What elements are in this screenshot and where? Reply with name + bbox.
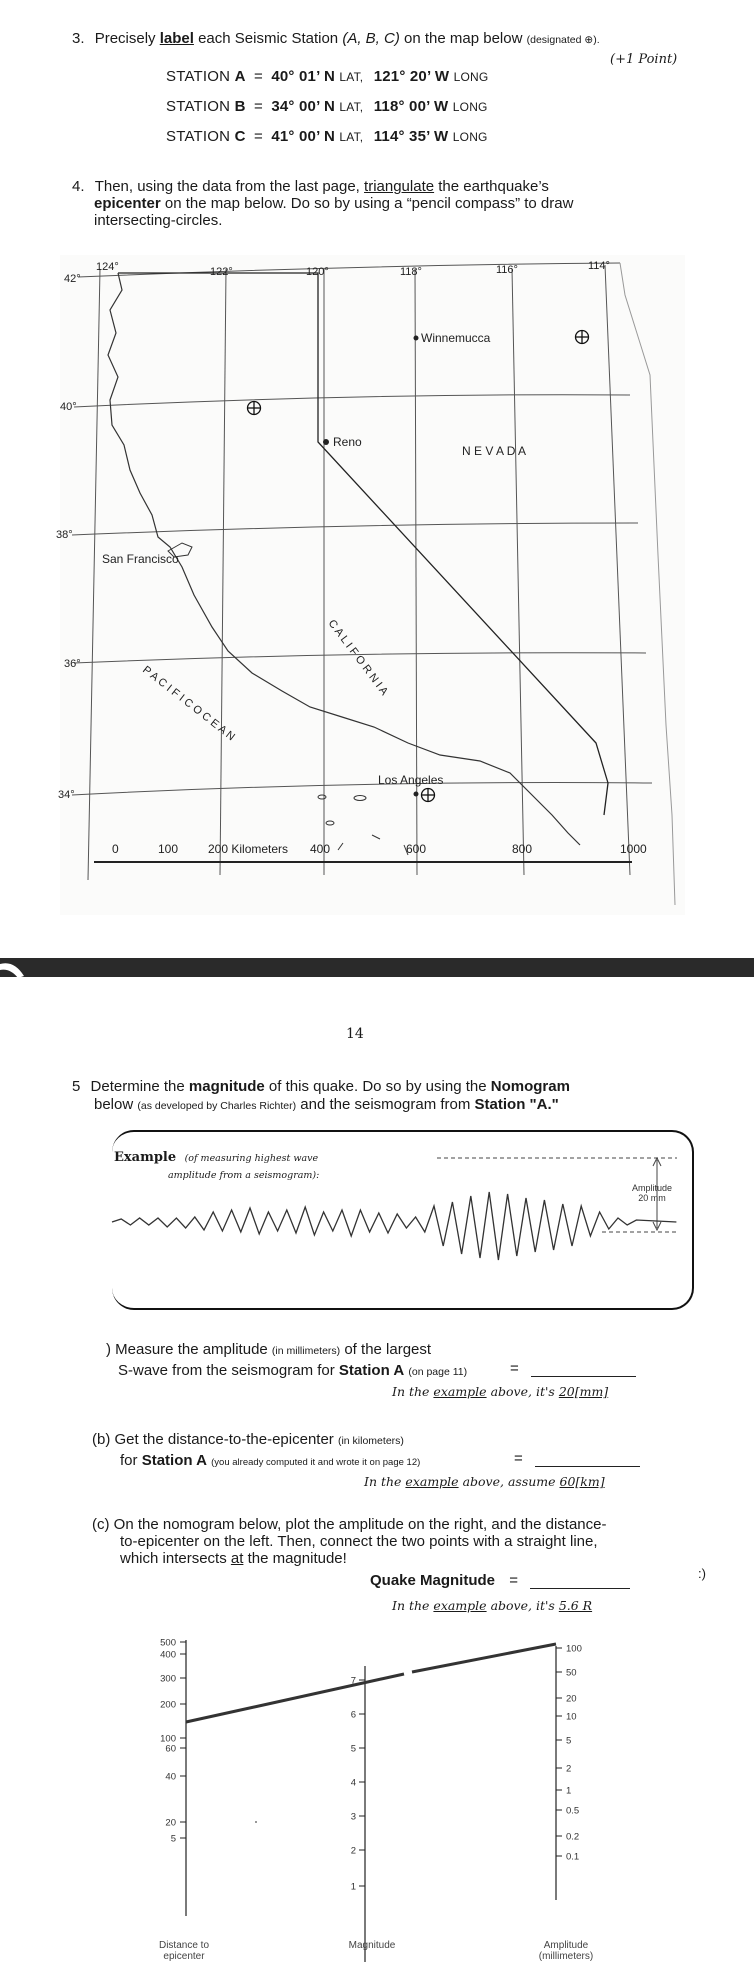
station-b-lon: 118° 00’ W (373, 98, 449, 115)
example-connecting-line-right (412, 1644, 556, 1672)
city-reno: Reno (333, 435, 362, 449)
right-margin-mark: :) (698, 1566, 706, 1581)
distance-tick-label: 400 (160, 1649, 176, 1661)
city-winnemucca: Winnemucca (421, 331, 491, 345)
magnitude-tick-label: 1 (350, 1881, 356, 1893)
part-c: (c) On the nomogram below, plot the amplitude on the right, and the distance- to-epicenter on the left. Then, connect the two points with a straight line, which intersects at the magnitude! (92, 1516, 607, 1567)
station-a-id: A (234, 68, 246, 85)
lat-label-42: 42° (64, 273, 81, 285)
station-c-lon: 114° 35’ W (373, 128, 449, 145)
distance-axis-label-1: Distance to (158, 1940, 210, 1951)
amplitude-tick-label: 2 (566, 1763, 572, 1775)
q3-label-word: label (159, 30, 194, 47)
amplitude-tick-label: 5 (566, 1735, 572, 1747)
distance-tick-label: 5 (170, 1833, 176, 1845)
station-c-id: C (234, 128, 246, 145)
lat-label-38: 38° (56, 529, 73, 541)
station-a-lat: 40° 01’ N (271, 68, 336, 85)
lat-label-36: 36° (64, 658, 81, 670)
amplitude-tick-label: 50 (566, 1667, 577, 1679)
station-a-row: STATION A = 40° 01’ N LAT, 121° 20’ W LONG (166, 68, 489, 85)
q3-number: 3. (72, 30, 85, 47)
distance-tick-label: 40 (165, 1771, 176, 1783)
seismogram-wave (112, 1192, 676, 1260)
part-a: ) Measure the amplitude (in millimeters) of the largest S-wave from the seismogram for Station A (on page 11) (106, 1341, 468, 1379)
scale-200-km: 200 Kilometers (208, 842, 289, 856)
q4-heading: 4. Then, using the data from the last page, triangulate the earthquake’s epicenter on the map below. Do so by using a “pencil compass” to draw intersecting-circles. (72, 178, 574, 229)
part-b-answer: = (514, 1450, 640, 1467)
magnitude-tick-label: 5 (350, 1743, 356, 1755)
station-b-row: STATION B = 34° 00’ N LAT, 118° 00’ W LONG (166, 98, 488, 115)
scale-0: 0 (112, 842, 119, 856)
part-a-example-note: In the example above, it's 20[mm] (392, 1384, 609, 1399)
california-nevada-map (56, 255, 685, 915)
amplitude-tick-label: 100 (566, 1643, 582, 1655)
amplitude-answer-field[interactable] (531, 1364, 636, 1377)
city-san-francisco: San Francisco (102, 552, 179, 566)
distance-tick-label: 60 (165, 1743, 176, 1755)
station-marker-b (421, 788, 435, 802)
distance-tick-label: 500 (160, 1637, 176, 1649)
page-break-bar (0, 958, 754, 977)
station-c-row: STATION C = 41° 00’ N LAT, 114° 35’ W LONG (166, 128, 488, 145)
amplitude-tick-label: 1 (566, 1785, 572, 1797)
q3-abc: (A, B, C) (342, 30, 400, 47)
lon-label-118: 118° (400, 266, 422, 278)
station-marker-a (247, 401, 261, 415)
amplitude-axis-label-2: (millimeters) (538, 1951, 594, 1962)
page-number: 14 (346, 1026, 364, 1042)
scale-800: 800 (512, 842, 533, 856)
station-b-id: B (234, 98, 246, 115)
magnitude-tick-label: 6 (350, 1709, 356, 1721)
lon-label-124: 124° (96, 261, 119, 273)
distance-tick-label: 200 (160, 1699, 176, 1711)
magnitude-tick-label: 4 (350, 1777, 356, 1789)
station-marker-c (575, 330, 589, 344)
part-c-example-note: In the example above, it's 5.6 R (392, 1598, 593, 1613)
amplitude-tick-label: 0.2 (566, 1831, 580, 1843)
amplitude-axis-label-1: Amplitude (543, 1940, 589, 1951)
amplitude-example-label: Amplitude 20 mm (632, 1183, 673, 1203)
richter-nomogram (120, 1630, 660, 1980)
example-title: Example (of measuring highest wave (114, 1150, 319, 1165)
distance-tick-label: 300 (160, 1673, 176, 1685)
station-c-lat: 41° 00’ N (271, 128, 336, 145)
quake-magnitude-row: Quake Magnitude = (370, 1572, 630, 1589)
magnitude-tick-label: 7 (350, 1675, 356, 1687)
q3-heading (72, 30, 692, 47)
reno-dot (323, 439, 329, 445)
state-nevada: N E V A D A (462, 444, 527, 458)
station-b-lat: 34° 00’ N (271, 98, 336, 115)
page-curl-icon (0, 958, 40, 980)
lon-label-122: 122° (210, 266, 233, 278)
magnitude-answer-field[interactable] (530, 1576, 630, 1589)
amplitude-tick-label: 20 (566, 1693, 577, 1705)
q4-epicenter: epicenter (94, 195, 161, 212)
q3-point: (+1 Point) (610, 52, 678, 67)
distance-axis-label-2: epicenter (163, 1951, 205, 1962)
q3-designated: (designated ⊕). (526, 34, 600, 46)
q5-heading: 5 Determine the magnitude of this quake. Do so by using the Nomogram below (as developed by Charles Richter) and the seismogram from Station "A." (72, 1078, 570, 1113)
scale-1000: 1000 (620, 842, 647, 856)
example-connecting-line (186, 1674, 404, 1722)
distance-tick-label: 100 (160, 1733, 176, 1745)
q4-triangulate: triangulate (364, 178, 435, 195)
q3-text-post2: on the map below (404, 30, 523, 47)
q3-text-pre: Precisely (94, 30, 156, 47)
distance-answer-field[interactable] (535, 1454, 640, 1467)
q5-number: 5 (72, 1078, 81, 1095)
lon-label-114: 114° (588, 260, 610, 272)
los-angeles-dot (414, 792, 419, 797)
lon-label-116: 116° (496, 264, 518, 276)
pacific-ocean: P A C I F I C O C E A N (140, 663, 237, 744)
map-paper (60, 255, 685, 915)
scale-100: 100 (158, 842, 179, 856)
distance-tick-label: 20 (165, 1817, 176, 1829)
lon-label-120: 120° (306, 266, 329, 278)
lat-label-34: 34° (58, 789, 75, 801)
station-a-lon: 121° 20’ W (373, 68, 450, 85)
magnitude-axis-label: Magnitude (348, 1940, 396, 1951)
part-b-example-note: In the example above, assume 60[km] (364, 1474, 605, 1489)
amplitude-tick-label: 0.1 (566, 1851, 580, 1863)
magnitude-tick-label: 2 (350, 1845, 356, 1857)
winnemucca-dot (414, 336, 419, 341)
example-seismogram (112, 1150, 692, 1310)
q3-text-post: each Seismic Station (198, 30, 339, 47)
amplitude-tick-label: 10 (566, 1711, 577, 1723)
q4-number: 4. (72, 178, 85, 195)
part-b: (b) Get the distance-to-the-epicenter (in kilometers) for Station A (you already computed it and wrote it on page 12) (92, 1431, 421, 1469)
example-subtitle: amplitude from a seismogram): (168, 1170, 320, 1181)
lat-label-40: 40° (60, 401, 77, 413)
scale-600: 600 (406, 842, 427, 856)
city-los-angeles: Los Angeles (378, 773, 444, 787)
scale-400: 400 (310, 842, 331, 856)
amplitude-tick-label: 0.5 (566, 1805, 580, 1817)
magnitude-tick-label: 3 (350, 1811, 356, 1823)
part-a-answer: = (510, 1360, 636, 1377)
state-california: C A L I F O R N I A (325, 617, 391, 698)
